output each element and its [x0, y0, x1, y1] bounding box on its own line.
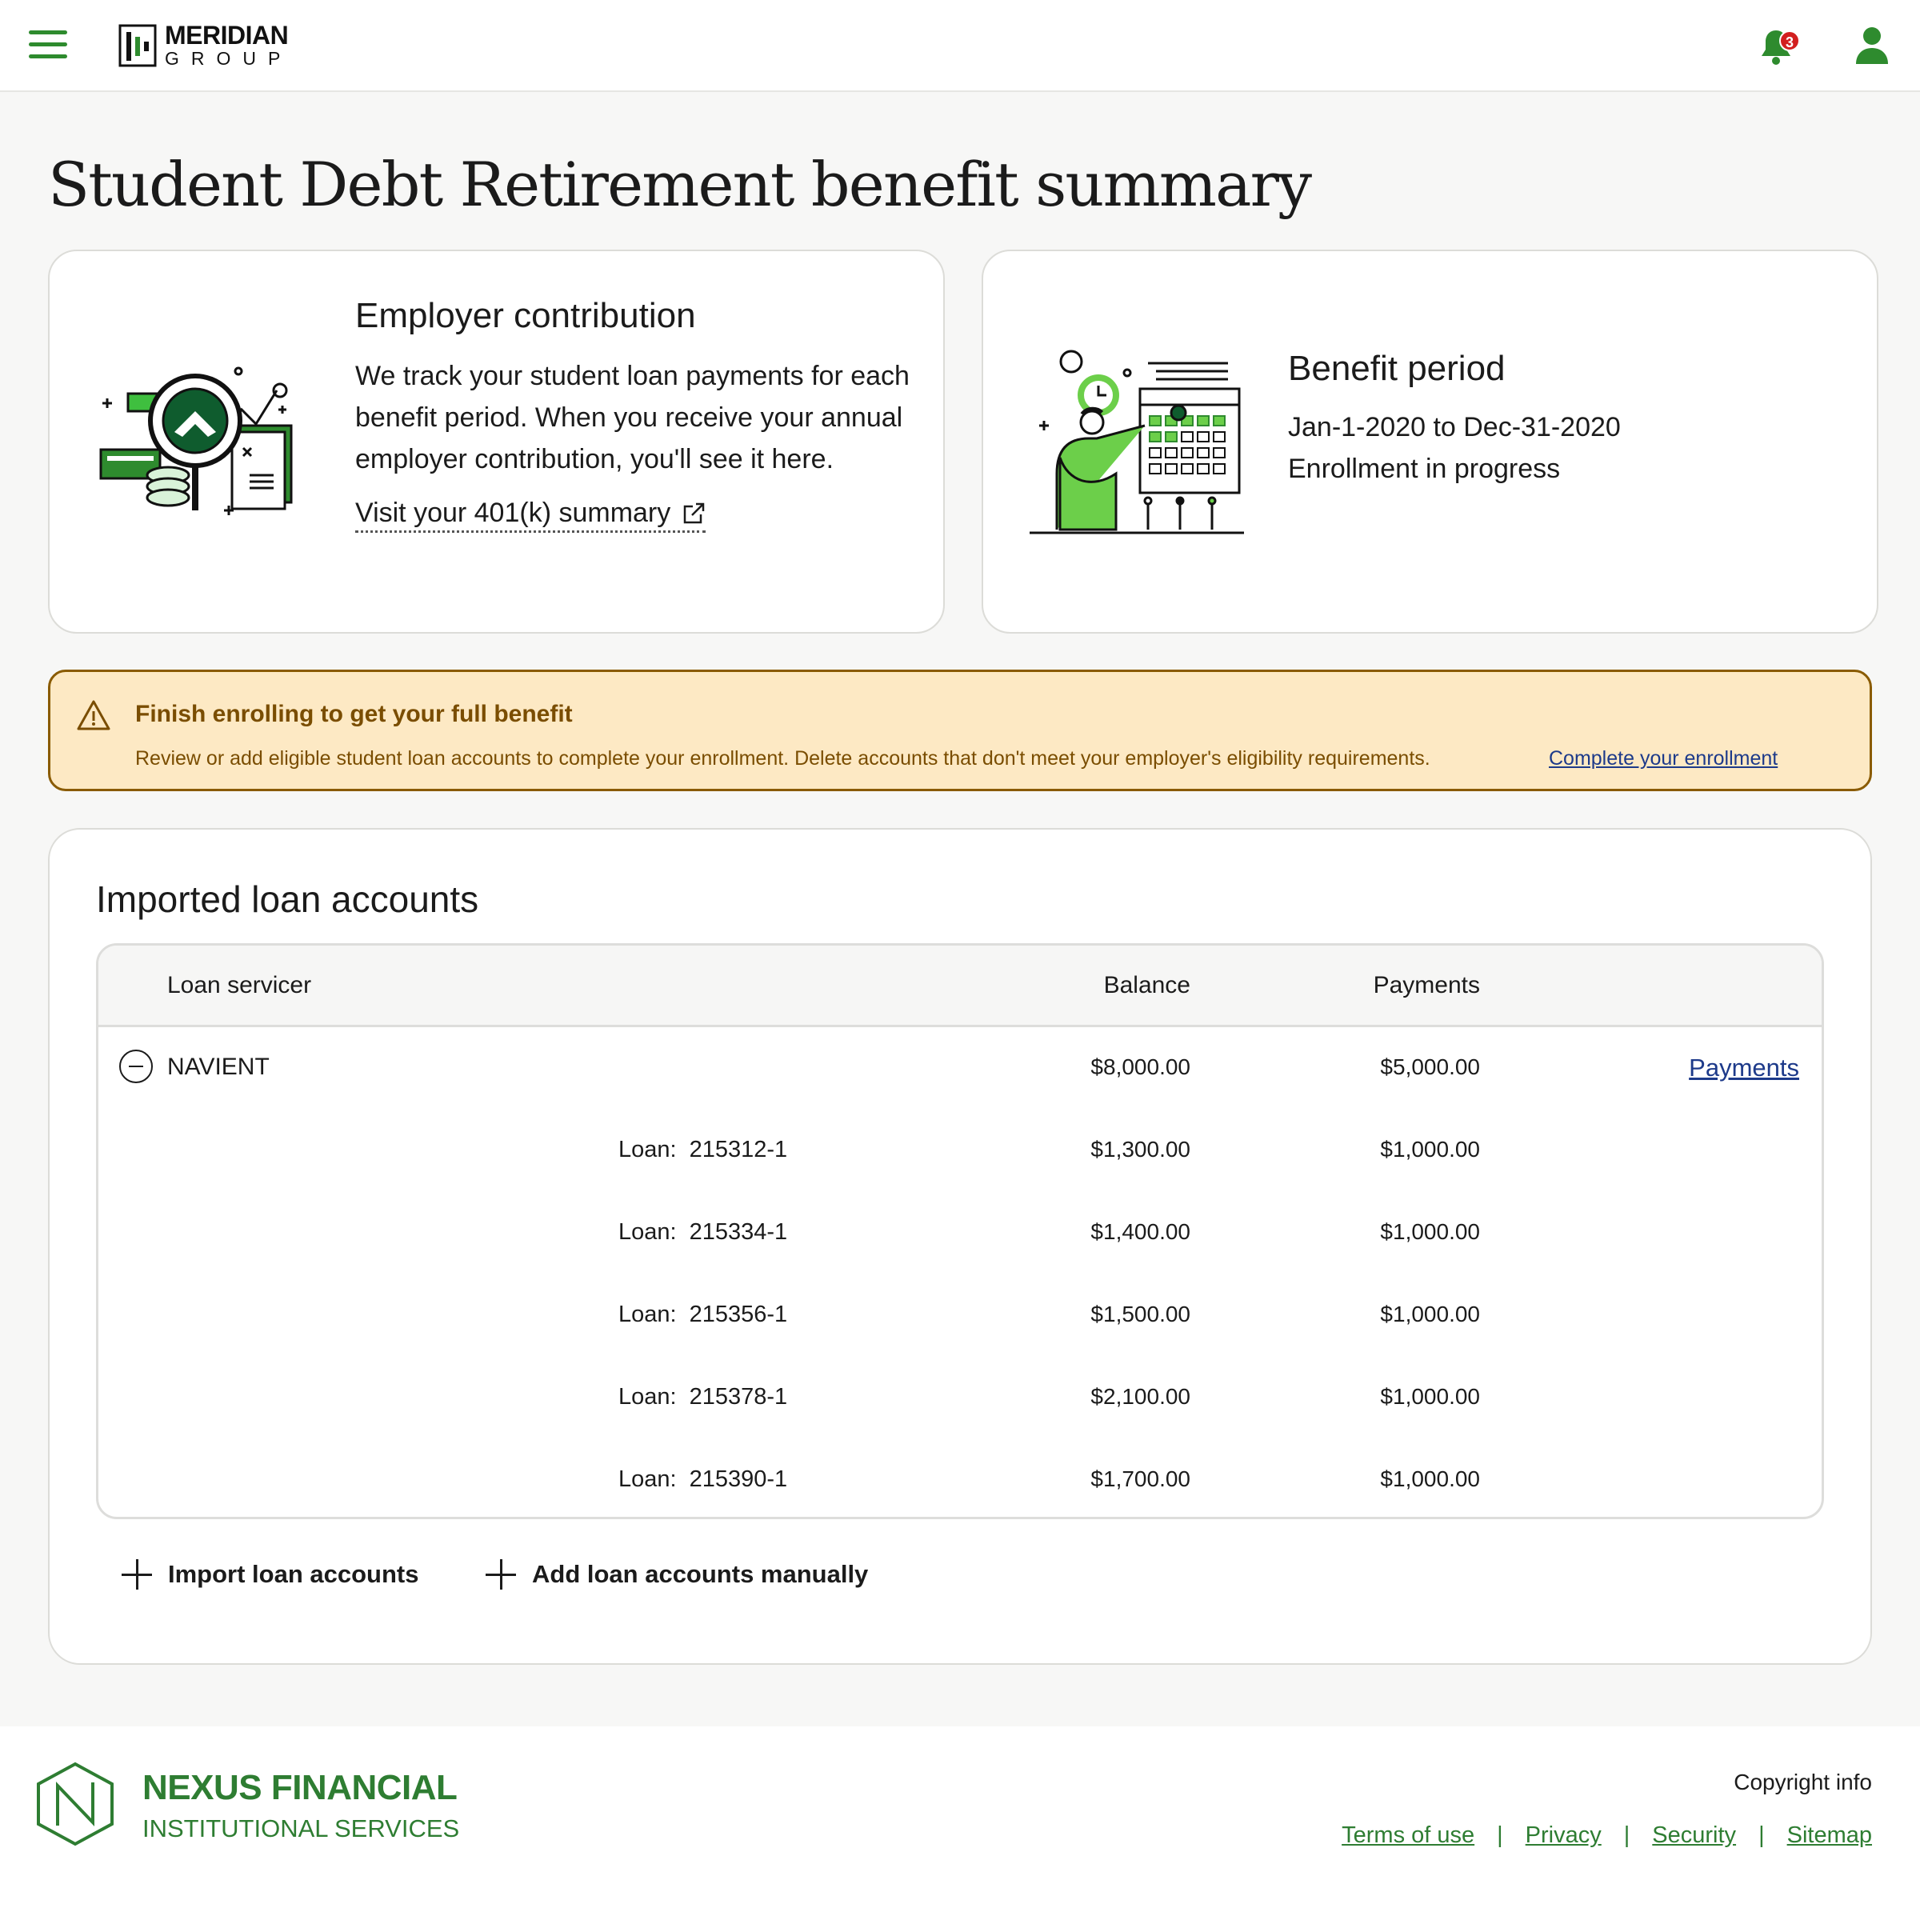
column-header-servicer: Loan servicer	[167, 972, 312, 998]
sitemap-link[interactable]: Sitemap	[1786, 1822, 1872, 1848]
servicer-payments: $5,000.00	[1380, 1054, 1480, 1079]
loan-label: Loan:	[618, 1219, 677, 1245]
table-row	[98, 1439, 1822, 1519]
column-header-balance: Balance	[1103, 972, 1190, 998]
servicer-row	[98, 1027, 1822, 1110]
meridian-logo[interactable]	[118, 22, 292, 68]
visit-401k-label: Visit your 401(k) summary	[355, 498, 671, 528]
footer	[0, 1726, 1920, 1932]
loan-number: 215378-1	[689, 1384, 788, 1410]
loan-balance: $1,500.00	[1090, 1302, 1190, 1326]
loan-payments: $1,000.00	[1380, 1137, 1480, 1162]
footer-links	[1342, 1822, 1872, 1849]
complete-enrollment-link[interactable]: Complete your enrollment	[1549, 747, 1778, 770]
loan-payments: $1,000.00	[1380, 1384, 1480, 1409]
import-loan-accounts-button[interactable]	[122, 1559, 418, 1590]
link-separator: |	[1758, 1822, 1765, 1848]
loans-table	[96, 943, 1824, 1519]
table-header	[98, 946, 1822, 1027]
money-growth-illustration	[98, 355, 306, 523]
imported-loans-title: Imported loan accounts	[96, 878, 479, 920]
servicer-payments-link[interactable]: Payments	[1689, 1054, 1799, 1082]
page-title: Student Debt Retirement benefit summary	[48, 149, 1311, 220]
loan-balance: $2,100.00	[1090, 1384, 1190, 1409]
top-bar	[0, 0, 1920, 92]
loan-payments: $1,000.00	[1380, 1466, 1480, 1491]
loan-balance: $1,700.00	[1090, 1466, 1190, 1491]
meridian-logo-icon	[118, 24, 157, 67]
loan-balance: $1,400.00	[1090, 1219, 1190, 1244]
brand-name: MERIDIAN	[165, 21, 289, 50]
terms-of-use-link[interactable]: Terms of use	[1342, 1822, 1475, 1848]
nexus-logo-icon	[35, 1762, 115, 1846]
benefit-period-dates: Jan-1-2020 to Dec-31-2020	[1288, 412, 1621, 442]
servicer-balance: $8,000.00	[1090, 1054, 1190, 1079]
add-loan-accounts-manually-button[interactable]	[486, 1559, 868, 1590]
alert-message: Review or add eligible student loan accounts to complete your enrollment. Delete accounts that don't meet your employer's eligibility requirements.	[135, 747, 1430, 770]
benefit-period-title: Benefit period	[1288, 349, 1506, 388]
table-row	[98, 1110, 1822, 1192]
loan-number: 215356-1	[689, 1302, 788, 1327]
warning-icon	[76, 699, 111, 731]
brand-subtitle: GROUP	[165, 48, 293, 69]
link-separator: |	[1623, 1822, 1630, 1848]
link-separator: |	[1497, 1822, 1503, 1848]
loan-number: 215390-1	[689, 1466, 788, 1492]
table-row	[98, 1357, 1822, 1439]
employer-contribution-description: We track your student loan payments for each benefit period. When you receive your annual employer contribution, you'll see it here.	[355, 361, 910, 474]
enrollment-alert	[48, 670, 1872, 791]
loan-number: 215312-1	[689, 1137, 788, 1162]
loan-label: Loan:	[618, 1384, 677, 1410]
benefit-period-card	[982, 250, 1878, 634]
loan-label: Loan:	[618, 1137, 677, 1162]
menu-icon[interactable]	[29, 30, 67, 59]
loan-label: Loan:	[618, 1466, 677, 1492]
column-header-payments: Payments	[1373, 972, 1480, 998]
loan-payments: $1,000.00	[1380, 1302, 1480, 1326]
employer-contribution-card	[48, 250, 945, 634]
notifications-button[interactable]	[1758, 27, 1802, 67]
plus-icon	[486, 1559, 516, 1590]
employer-contribution-title: Employer contribution	[355, 296, 696, 335]
loan-balance: $1,300.00	[1090, 1137, 1190, 1162]
servicer-name: NAVIENT	[167, 1054, 270, 1080]
notification-badge: 3	[1779, 30, 1800, 51]
loan-payments: $1,000.00	[1380, 1219, 1480, 1244]
copyright-info: Copyright info	[1734, 1770, 1872, 1794]
imported-loans-card	[48, 828, 1872, 1665]
loan-number: 215334-1	[689, 1219, 788, 1245]
enrollment-status: Enrollment in progress	[1288, 454, 1561, 484]
import-loan-accounts-label: Import loan accounts	[168, 1560, 419, 1588]
table-row	[98, 1192, 1822, 1274]
add-loan-accounts-manually-label: Add loan accounts manually	[532, 1560, 869, 1588]
footer-brand-subtitle: INSTITUTIONAL SERVICES	[142, 1814, 460, 1842]
table-row	[98, 1274, 1822, 1357]
user-icon[interactable]	[1854, 26, 1890, 66]
calendar-person-illustration	[1028, 346, 1244, 546]
loan-label: Loan:	[618, 1302, 677, 1327]
footer-brand-name: NEXUS FINANCIAL	[142, 1768, 458, 1807]
plus-icon	[122, 1559, 152, 1590]
external-link-icon	[682, 502, 706, 526]
visit-401k-link[interactable]	[355, 498, 706, 533]
alert-title: Finish enrolling to get your full benefit	[135, 701, 573, 727]
collapse-icon[interactable]	[119, 1050, 153, 1083]
privacy-link[interactable]: Privacy	[1525, 1822, 1602, 1848]
security-link[interactable]: Security	[1652, 1822, 1737, 1848]
